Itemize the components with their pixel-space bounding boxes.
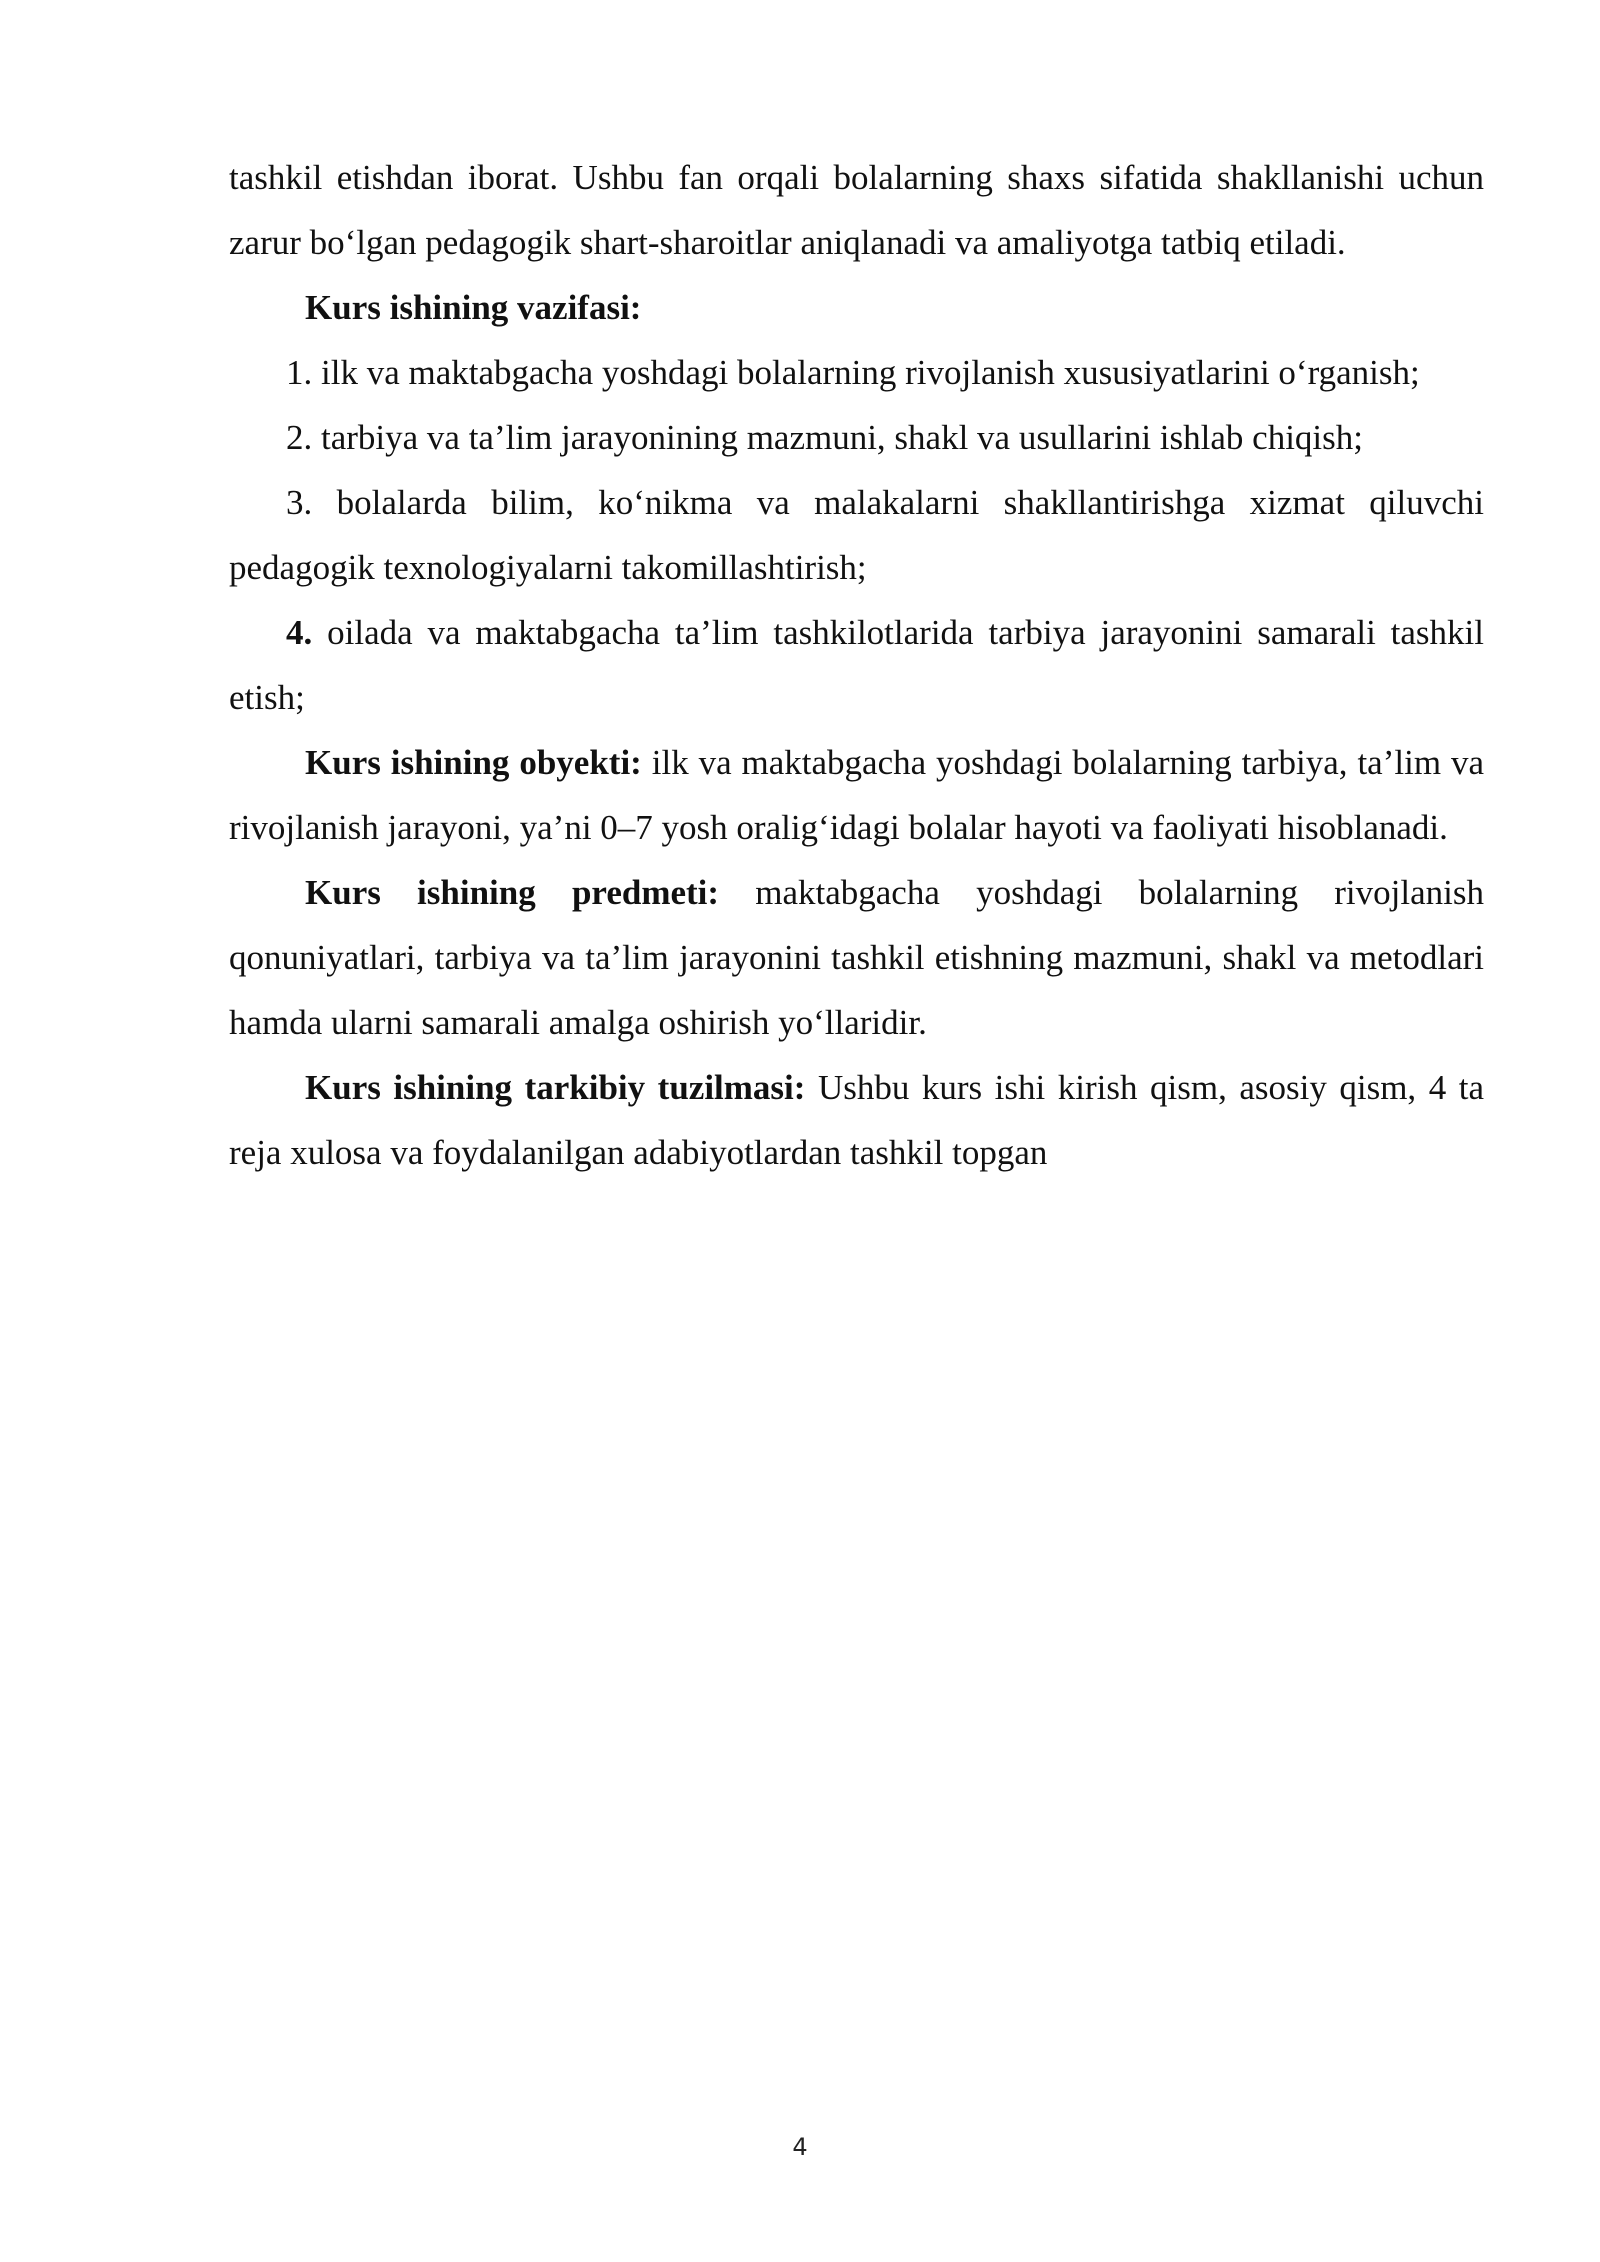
task-item-3 xyxy=(229,470,1484,600)
document-body xyxy=(229,145,1484,1185)
task-text: oilada va maktabgacha ta’lim tashkilotlarida tarbiya jarayonini samarali tashkil etish; xyxy=(229,613,1484,717)
subject-label: Kurs ishining predmeti: xyxy=(305,873,720,912)
structure-label: Kurs ishining tarkibiy tuzilmasi: xyxy=(305,1068,806,1107)
task-number: 2. xyxy=(286,418,313,457)
task-number: 3. xyxy=(286,483,313,522)
intro-paragraph xyxy=(229,145,1484,275)
tasks-heading xyxy=(229,275,1484,340)
intro-paragraph-text: tashkil etishdan iborat. Ushbu fan orqali bolalarning shaxs sifatida shakllanishi uchun zarur bo‘lgan pedagogik shart-sharoitlar aniqlanadi va amaliyotga tatbiq etiladi. xyxy=(229,158,1484,262)
task-item-4 xyxy=(229,600,1484,730)
structure-paragraph xyxy=(229,1055,1484,1185)
object-paragraph xyxy=(229,730,1484,860)
task-item-1 xyxy=(229,340,1484,405)
tasks-heading-text: Kurs ishining vazifasi: xyxy=(305,288,642,327)
subject-paragraph xyxy=(229,860,1484,1055)
task-number: 4. xyxy=(286,613,313,652)
task-item-2 xyxy=(229,405,1484,470)
object-text: ilk va maktabgacha yoshdagi bolalarning tarbiya, ta’lim va rivojlanish jarayoni, ya’ni 0–7 yosh oralig‘idagi bolalar hayoti va faoliyati hisoblanadi. xyxy=(229,743,1484,847)
task-number: 1. xyxy=(286,353,313,392)
task-text: bolalarda bilim, ko‘nikma va malakalarni shakllantirishga xizmat qiluvchi pedagogik texnologiyalarni takomillashtirish; xyxy=(229,483,1484,587)
subject-text: maktabgacha yoshdagi bolalarning rivojlanish qonuniyatlari, tarbiya va ta’lim jarayonini tashkil etishning mazmuni, shakl va metodlari hamda ularni samarali amalga oshirish yo‘llaridir. xyxy=(229,873,1484,1042)
structure-text: Ushbu kurs ishi kirish qism, asosiy qism, 4 ta reja xulosa va foydalanilgan adabiyotlardan tashkil topgan xyxy=(229,1068,1484,1172)
task-text: tarbiya va ta’lim jarayonining mazmuni, shakl va usullarini ishlab chiqish; xyxy=(312,418,1363,457)
page-number: 4 xyxy=(792,2133,808,2161)
object-label: Kurs ishining obyekti: xyxy=(305,743,642,782)
task-text: ilk va maktabgacha yoshdagi bolalarning rivojlanish xususiyatlarini o‘rganish; xyxy=(312,353,1420,392)
